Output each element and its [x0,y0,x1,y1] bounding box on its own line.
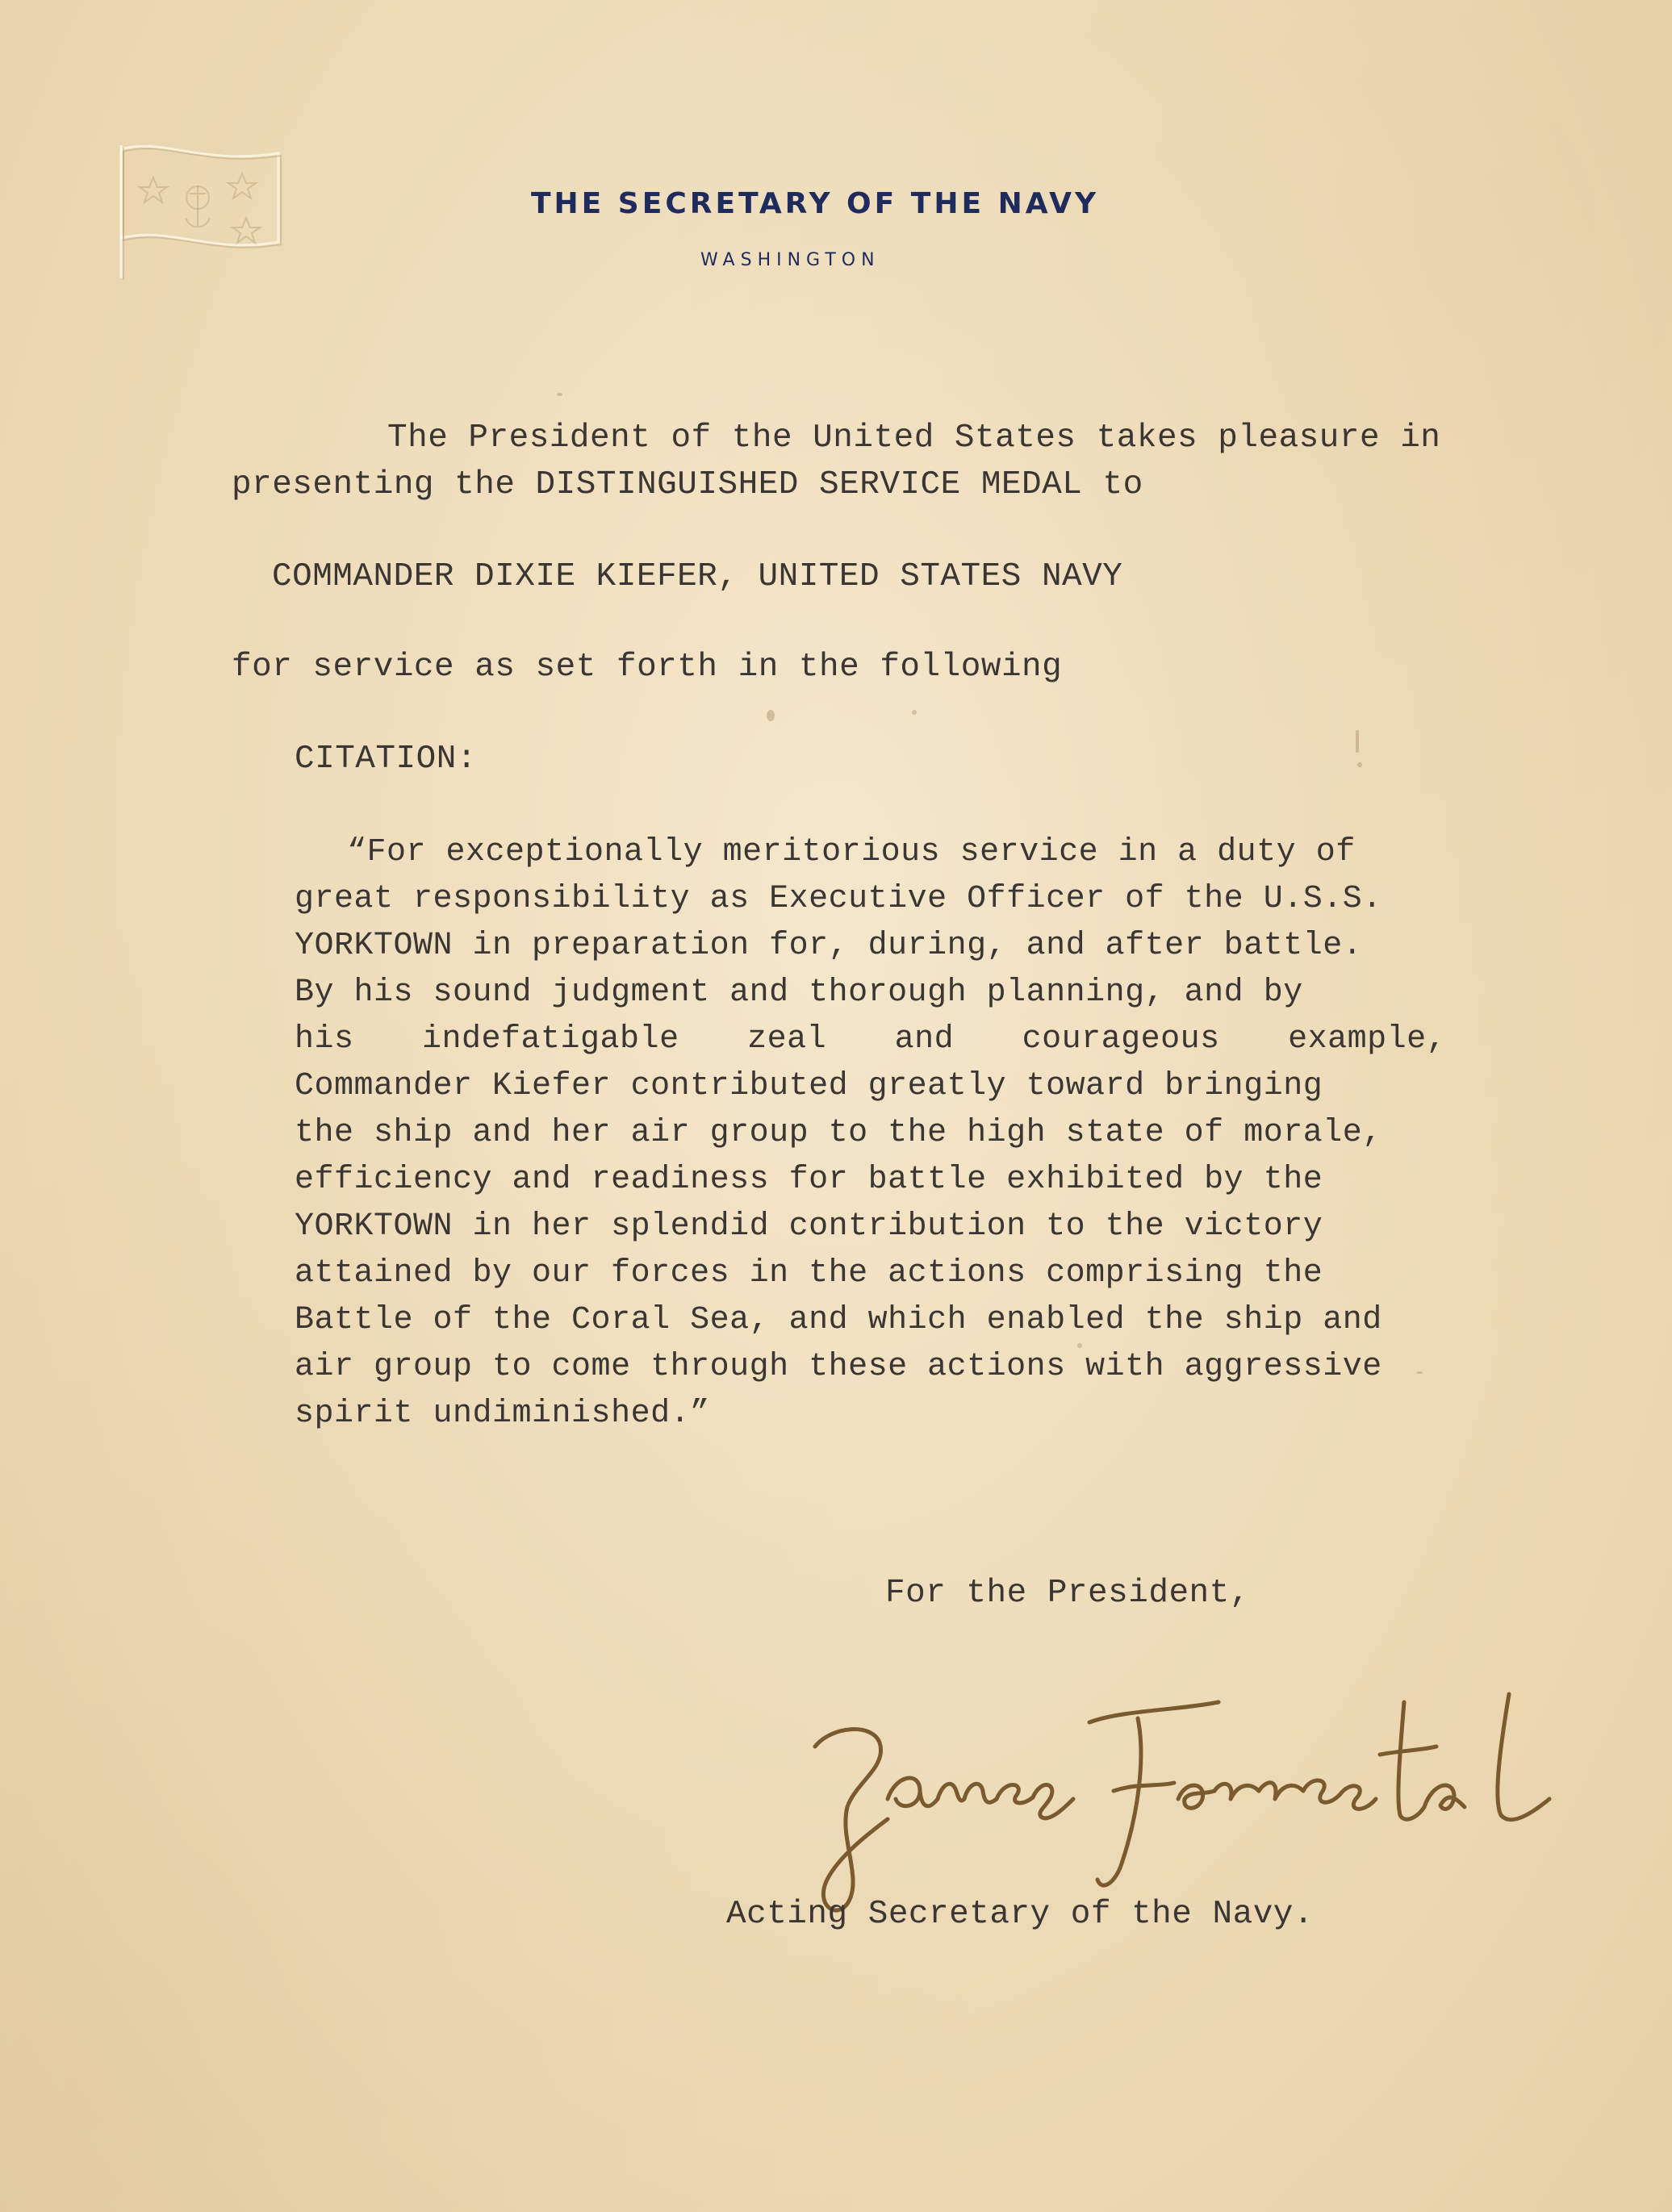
paper-speck [1416,1371,1423,1374]
navy-flag-emboss-icon [105,129,291,282]
paper-speck [557,393,562,396]
paper-speck [1077,1343,1082,1348]
citation-line: great responsibility as Executive Officer of the U.S.S. [295,881,1382,917]
signer-title: Acting Secretary of the Navy. [726,1896,1315,1933]
citation-line: YORKTOWN in preparation for, during, and after battle. [295,928,1363,964]
paper-speck [1356,730,1359,753]
letterhead-city: WASHINGTON [700,250,880,270]
paper-speck [912,710,917,715]
citation-line: Commander Kiefer contributed greatly toward bringing [295,1068,1323,1104]
signature-james-forrestal [799,1678,1574,1920]
citation-line: the ship and her air group to the high state of morale, [295,1115,1382,1151]
citation-heading: CITATION: [295,741,477,778]
citation-line: efficiency and readiness for battle exhibited by the [295,1162,1323,1198]
paper-speck [1357,762,1362,767]
citation-line: his indefatigable zeal and courageous example, [295,1021,1447,1058]
citation-line: spirit undiminished.” [295,1396,710,1432]
citation-line: YORKTOWN in her splendid contribution to the victory [295,1208,1323,1245]
intro-line-2: presenting the DISTINGUISHED SERVICE MEDAL to [232,466,1143,503]
citation-line: attained by our forces in the actions comprising the [295,1255,1323,1292]
letterhead-title: THE SECRETARY OF THE NAVY [531,187,1100,220]
citation-line: air group to come through these actions with aggressive [295,1349,1382,1385]
closing-line: For the President, [885,1575,1250,1612]
citation-line: Battle of the Coral Sea, and which enabled the ship and [295,1302,1382,1338]
citation-line: By his sound judgment and thorough planning, and by [295,975,1303,1011]
paper-speck [767,710,775,721]
recipient-name: COMMANDER DIXIE KIEFER, UNITED STATES NAVY [272,558,1123,595]
service-line: for service as set forth in the following [232,649,1063,686]
citation-line: “For exceptionally meritorious service in a duty of [347,834,1356,870]
intro-line-1: The President of the United States takes pleasure in [387,419,1441,457]
